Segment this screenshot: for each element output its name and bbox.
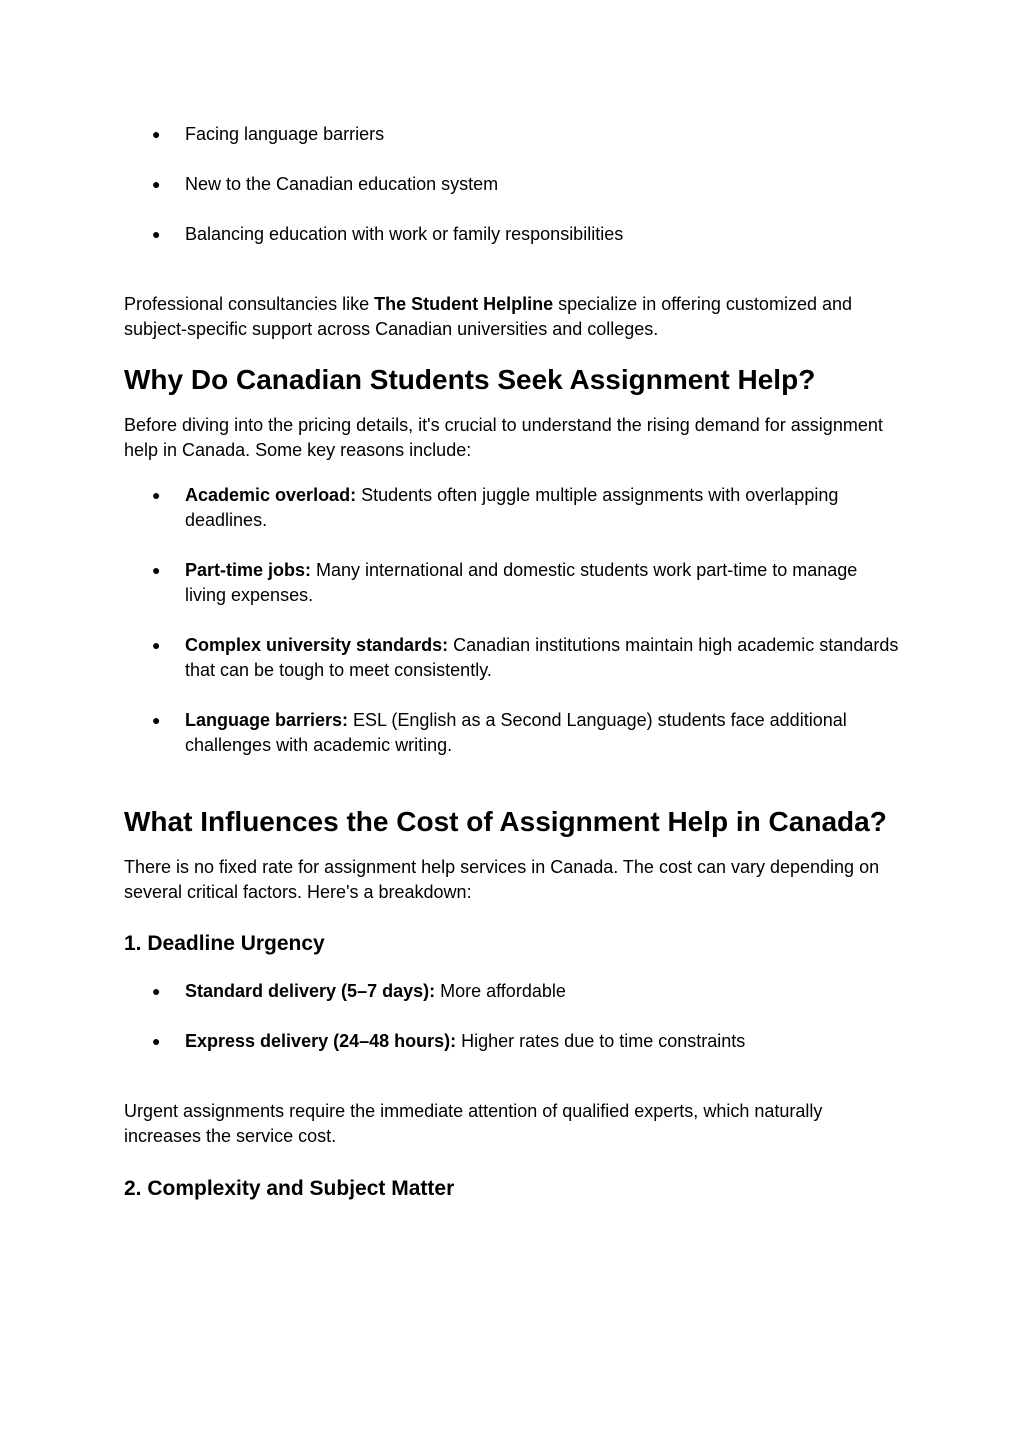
list-item: ● New to the Canadian education system (124, 172, 899, 197)
subheading-complexity: 2. Complexity and Subject Matter (124, 1177, 455, 1200)
bullet-icon: ● (152, 637, 161, 653)
bullet-icon: ● (152, 983, 161, 999)
bullet-icon: ● (152, 712, 161, 728)
company-name: The Student Helpline (374, 294, 554, 314)
list-item: ● Facing language barriers (124, 122, 899, 147)
intro-bullet-list (124, 122, 899, 247)
section-heading-cost: What Influences the Cost of Assignment Help in Canada? (124, 806, 887, 837)
section-paragraph-why: Before diving into the pricing details, it's crucial to understand the rising demand for assignment help in Canada. Some key reasons include: (124, 415, 883, 460)
reasons-list (124, 483, 899, 758)
list-item: ● Complex university standards: Canadian institutions maintain high academic standards that can be tough to meet consistently. (152, 635, 899, 680)
subheading-deadline: 1. Deadline Urgency (124, 932, 325, 955)
list-item: ● Standard delivery (5–7 days): More affordable (124, 979, 899, 1004)
bullet-icon: ● (152, 562, 161, 578)
list-item: ● Balancing education with work or family responsibilities (124, 222, 899, 247)
list-item: ● Express delivery (24–48 hours): Higher rates due to time constraints (124, 1029, 899, 1054)
bullet-icon: ● (152, 1033, 161, 1049)
list-item: ● Language barriers: ESL (English as a Second Language) students face additional challenges with academic writing. (152, 710, 847, 755)
deadline-paragraph: Urgent assignments require the immediate attention of qualified experts, which naturally increases the service cost. (124, 1101, 823, 1146)
list-item: ● Academic overload: Students often juggle multiple assignments with overlapping deadlines. (152, 485, 839, 530)
bullet-icon: ● (152, 226, 161, 242)
intro-paragraph: Professional consultancies like The Student Helpline specialize in offering customized and subject-specific support across Canadian universities and colleges. (124, 294, 852, 339)
section-heading-why: Why Do Canadian Students Seek Assignment Help? (124, 364, 816, 395)
bullet-icon: ● (152, 176, 161, 192)
bullet-icon: ● (152, 126, 161, 142)
document-page (124, 0, 899, 1203)
section-paragraph-cost: There is no fixed rate for assignment help services in Canada. The cost can vary depending on several critical factors. Here's a breakdown: (124, 857, 880, 902)
list-item: ● Part-time jobs: Many international and domestic students work part-time to manage living expenses. (152, 560, 858, 605)
bullet-icon: ● (152, 487, 161, 503)
delivery-list (124, 979, 899, 1054)
